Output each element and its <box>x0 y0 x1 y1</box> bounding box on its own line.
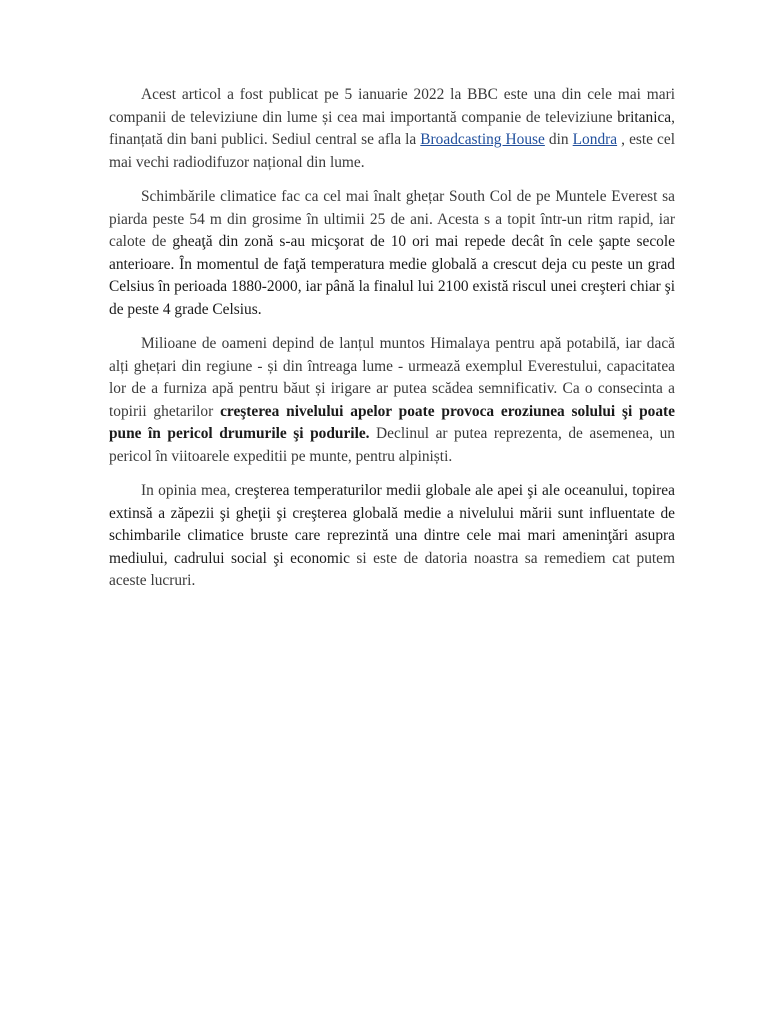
text-segment: gheaţă din zonă s-au micşorat de 10 ori mai repede decât în cele şapte secole anterioare. Ȋn momentul de faţă temperatura medie globală a crescut deja cu peste un grad Celsius în perioada 1880-2000, iar până la finalul lui 2100 există riscul unei creşteri chiar şi de peste 4 grade Celsius. <box>109 233 675 318</box>
paragraph-himalaya <box>109 333 675 468</box>
text-segment: , este cel mai vechi radiodifuzor național din lume. <box>109 131 675 171</box>
text-segment: britanica <box>617 108 672 126</box>
text-segment: , finanțată din bani publici. Sediul central se afla la <box>109 108 675 148</box>
text-segment: din <box>544 131 573 148</box>
text-segment: Acest articol a fost publicat pe 5 ianuarie 2022 la BBC este una din cele mai mari companii de televiziune din lume și cea mai importantă companie de televiziune <box>109 86 675 126</box>
link-londra[interactable]: Londra <box>572 131 618 148</box>
article-body <box>109 84 675 605</box>
text-segment: creşterea temperaturilor medii globale ale apei şi ale oceanului, topirea extinsă a zăpezii şi gheţii şi creşterea globală medie a nivelului mării sunt influentate de schimbarile climatice bruste care reprezintă una dintre cele mai mari ameninţări asupra mediului, cadrului social şi economic <box>109 482 675 567</box>
text-segment: In opinia mea, <box>141 482 235 499</box>
paragraph-everest <box>109 186 675 321</box>
text-segment: Declinul ar putea reprezenta, de asemenea, un pericol în viitoarele expeditii pe munte, pentru alpiniști. <box>109 425 675 465</box>
text-segment: Milioane de oameni depind de lanțul muntos Himalaya pentru apă potabilă, iar dacă alți ghețari din regiune - și din întreaga lume - urmează exemplul Everestului, capacitatea lor de a furniza apă pentru băut și irigare ar putea scădea semnificativ. Ca o consecinta a topirii ghetarilor <box>109 335 675 420</box>
text-segment: si este de datoria noastra sa remediem cat putem aceste lucruri. <box>109 549 675 589</box>
paragraph-bbc <box>109 84 675 174</box>
bold-text-segment: creşterea nivelului apelor poate provoca eroziunea solului şi poate pune în pericol drumurile şi podurile. <box>109 402 675 442</box>
link-broadcasting-house[interactable]: Broadcasting House <box>420 131 545 148</box>
paragraph-opinion <box>109 480 675 593</box>
text-segment: Schimbările climatice fac ca cel mai înalt ghețar South Col de pe Muntele Everest sa piarda peste 54 m din grosime în ultimii 25 de ani. Acesta s a topit într-un ritm rapid, iar calote de <box>109 188 675 250</box>
